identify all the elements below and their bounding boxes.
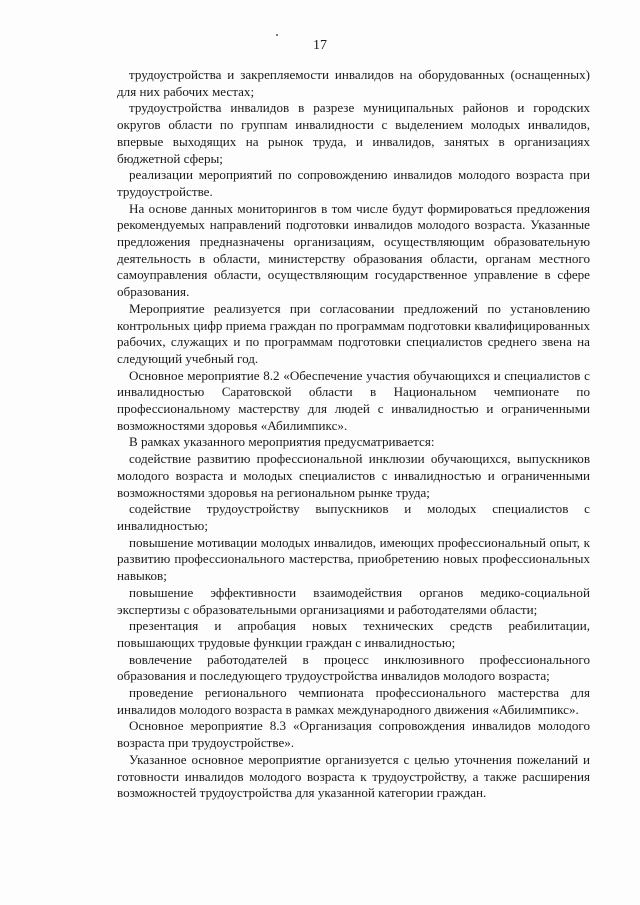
list-item-motivation: повышение мотивации молодых инвалидов, имеющих профессиональный опыт, к развитию профессионального мастерства, приобретению новых профессиональных навыков; — [117, 534, 590, 584]
paragraph-admission-figures: Мероприятие реализуется при согласовании предложений по установлению контрольных цифр приема граждан по программам подготовки квалифицированных рабочих, служащих и по программам подготовки специалистов среднего звена на следующий учебный год. — [117, 300, 590, 366]
list-item-employment-assistance: содействие трудоустройству выпускников и молодых специалистов с инвалидностью; — [117, 501, 590, 533]
paragraph-measure-provisions: В рамках указанного мероприятия предусматривается: — [129, 434, 435, 450]
paragraph-measure-8-3: Основное мероприятие 8.3 «Организация сопровождения инвалидов молодого возраста при трудоустройстве». — [117, 718, 590, 751]
list-item-regional-championship: проведение регионального чемпионата профессионального мастерства для инвалидов молодого возраста в рамках международного движения «Абилимпикс». — [117, 685, 590, 717]
paragraph-training-proposals: На основе данных мониторингов в том числе будут формироваться предложения рекомендуемых направлений подготовки инвалидов молодого возраста. Указанные предложения предназначены организациям, осуществляющим образовательную деятельность в области, министерству образования области, органам местного самоуправления области, осуществляющим государственное управление в сфере образования. — [117, 200, 590, 300]
list-item-rehab-presentation: презентация и апробация новых технических средств реабилитации, повышающих трудовые функции граждан с инвалидностью; — [117, 618, 590, 650]
list-item-employer-involvement: вовлечение работодателей в процесс инклюзивного профессионального образования и последующего трудоустройства инвалидов молодого возраста; — [117, 651, 590, 684]
paragraph-monitoring-districts: трудоустройства инвалидов в разрезе муниципальных районов и городских округов области по группам инвалидности с выделением молодых инвалидов, впервые выходящих на рынок труда, и инвалидов, занятых в организациях бюджетной сферы; — [117, 100, 590, 166]
paragraph-measure-8-3-purpose: Указанное основное мероприятие организуется с целью уточнения пожеланий и готовности инвалидов молодого возраста к трудоустройству, а также расширения возможностей трудоустройства для указанной категории граждан. — [117, 751, 590, 801]
paragraph-monitoring-placement: трудоустройства и закрепляемости инвалидов на оборудованных (оснащенных) для них рабочих местах; — [117, 67, 590, 99]
scan-speck — [276, 34, 278, 36]
paragraph-measure-8-2: Основное мероприятие 8.2 «Обеспечение участия обучающихся и специалистов с инвалидностью Саратовской области в Национальном чемпионате по профессиональному мастерству для людей с инвалидностью и ограниченными возможностями здоровья «Абилимпикс». — [117, 367, 590, 433]
list-item-interaction: повышение эффективности взаимодействия органов медико-социальной экспертизы с образовательными организациями и работодателями области; — [117, 584, 590, 617]
page-number: 17 — [313, 38, 327, 53]
list-item-inclusion: содействие развитию профессиональной инклюзии обучающихся, выпускников молодого возраста и молодых специалистов с инвалидностью и ограниченными возможностями здоровья на региональном рынке труда; — [117, 451, 590, 500]
document-body — [117, 67, 590, 802]
paragraph-monitoring-support: реализации мероприятий по сопровождению инвалидов молодого возраста при трудоустройстве. — [117, 167, 590, 199]
